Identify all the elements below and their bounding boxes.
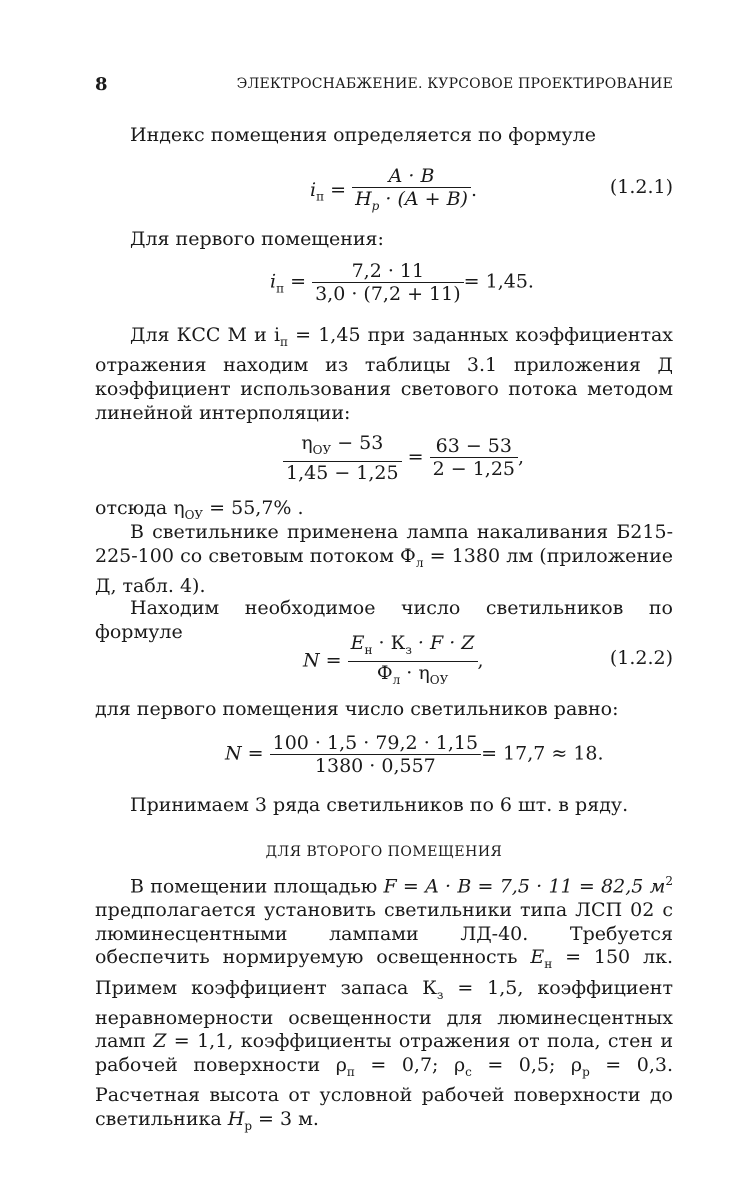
fraction: $\frac{E_н \cdot К_з \cdot F \cdot Z}{Ф_л \cdot \eta_{ОУ}}$ — [348, 632, 478, 691]
equation-number: (1.2.1) — [609, 176, 673, 198]
formula-1-2-2: N = $\frac{E_н \cdot К_з \cdot F \cdot Z}{Ф_л \cdot \eta_{ОУ}}$ , — [303, 632, 484, 691]
page-number: 8 — [95, 74, 108, 95]
section-heading: ДЛЯ ВТОРОГО ПОМЕЩЕНИЯ — [265, 844, 503, 860]
paragraph-result-eta: отсюда $\eta_{ОУ} = 55,7\%$ . — [95, 497, 304, 522]
fraction: $\frac{7,2 \cdot 11}{3,0 \cdot (7,2 + 11)}$ — [312, 260, 464, 305]
fraction: $\frac{\eta_{ОУ} - 53}{1,45 - 1,25}$ — [283, 432, 402, 484]
formula-1-2-1: $i_п$ = $\frac{A \cdot B}{H_p \cdot (A + B)}$ . — [310, 165, 477, 217]
formula-interpolation: $\frac{\eta_{ОУ} - 53}{1,45 - 1,25}$ = $\frac{63 - 53}{2 - 1,25}$ , — [283, 432, 524, 484]
formula-room-index-value: $i_п$ = $\frac{7,2 \cdot 11}{3,0 \cdot (7,2 + 11)}$ = 1,45. — [270, 260, 534, 305]
paragraph-first-room-count: для первого помещения число светильников равно: — [95, 698, 619, 720]
paragraph-rows: Принимаем 3 ряда светильников по 6 шт. в ряду. — [130, 794, 629, 816]
paragraph-lamp: В светильнике применена лампа накаливания Б215-225-100 со световым потоком $Ф_л = 1380$ лм (приложение Д, табл. 4). — [95, 521, 673, 597]
paragraph-second-room: В помещении площадью F = A · B = 7,5 · 11 = 82,5 $м^2$ предполагается установить светильники типа ЛСП 02 с люминесцентными лампами ЛД-40. Требуется обеспечить нормируемую освещенность $E_н = 150$ лк. Примем коэффициент запаса $К_з = 1,5$, коэффициент неравномерности освещенности для люминесцентных ламп Z = 1,1, коэффициенты отражения от пола, стен и рабочей поверхности $\rho_п = 0,7$; $\rho_с = 0,5$; $\rho_р = 0,3$. Расчетная высота от условной рабочей поверхности до светильника $H_р = 3$ м. — [95, 874, 673, 1133]
fraction: $\frac{63 - 53}{2 - 1,25}$ — [430, 435, 518, 480]
fraction: $\frac{A \cdot B}{H_p \cdot (A + B)}$ — [352, 165, 471, 217]
paragraph-first-room: Для первого помещения: — [130, 228, 384, 250]
paragraph-ksc: Для КСС М и $i_п = 1,45$ при заданных коэффициентах отражения находим из таблицы 3.1 приложения Д коэффициент использования светового потока методом линейной интерполяции: — [95, 324, 674, 424]
paragraph-number-formula: Находим необходимое число светильников по формуле — [95, 597, 673, 643]
page-header — [95, 74, 673, 94]
equation-number: (1.2.2) — [609, 647, 673, 669]
fraction: $\frac{100 \cdot 1,5 \cdot 79,2 \cdot 1,15}{1380 \cdot 0,557}$ — [270, 732, 481, 777]
running-title: ЭЛЕКТРОСНАБЖЕНИЕ. КУРСОВОЕ ПРОЕКТИРОВАНИЕ — [236, 76, 673, 92]
paragraph-room-index: Индекс помещения определяется по формуле — [130, 124, 596, 146]
formula-number-value: N = $\frac{100 \cdot 1,5 \cdot 79,2 \cdot 1,15}{1380 \cdot 0,557}$ = 17,7 ≈ 18. — [225, 732, 604, 777]
